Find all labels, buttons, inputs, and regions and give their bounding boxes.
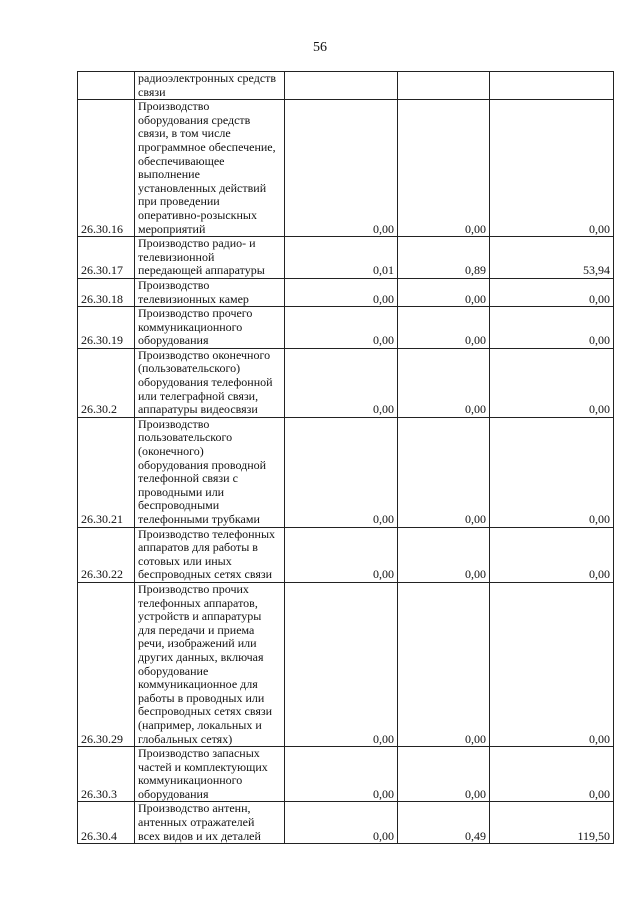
description-line: установленных действий	[138, 180, 267, 195]
description-line: телефонными трубками	[138, 512, 260, 526]
value-cell-3: 0,00	[490, 582, 614, 746]
description-line: программное обеспечение,	[138, 139, 276, 154]
okved-code-cell: 26.30.3	[78, 747, 135, 802]
value-cell-3: 0,00	[490, 527, 614, 582]
description-line: оборудования средств	[138, 112, 251, 127]
value-cell-2: 0,00	[398, 307, 490, 349]
description-line: связи, в том числе	[138, 126, 231, 141]
value-cell-2: 0,00	[398, 582, 490, 746]
description-line: коммуникационное для	[138, 677, 258, 692]
description-line: речи, изображений или	[138, 636, 257, 651]
description-line: Производство запасных	[138, 746, 260, 761]
value-cell-3: 0,00	[490, 100, 614, 237]
activity-description-cell	[135, 747, 285, 802]
description-line: телефонных аппаратов,	[138, 595, 258, 610]
value-cell-2: 0,00	[398, 527, 490, 582]
description-line: телефонной связи с	[138, 471, 238, 486]
activity-description-cell	[135, 100, 285, 237]
activity-description-cell	[135, 417, 285, 527]
table-row	[78, 100, 614, 237]
value-cell-3: 0,00	[490, 278, 614, 306]
description-line: оборудования	[138, 786, 209, 801]
description-line: Производство	[138, 416, 210, 431]
value-cell-1: 0,00	[285, 100, 398, 237]
table-row	[78, 582, 614, 746]
description-line: Производство	[138, 99, 210, 114]
activity-description-cell	[135, 527, 285, 582]
description-line: (пользовательского)	[138, 361, 241, 376]
description-line: пользовательского	[138, 430, 233, 445]
description-line: глобальных сетях)	[138, 731, 233, 746]
okved-code-cell: 26.30.2	[78, 348, 135, 417]
description-line: коммуникационного	[138, 319, 243, 334]
value-cell-3: 0,00	[490, 307, 614, 349]
value-cell-3: 53,94	[490, 237, 614, 279]
okved-code-cell: 26.30.4	[78, 802, 135, 844]
description-line: антенных отражателей	[138, 815, 255, 830]
description-line: оборудование	[138, 663, 209, 678]
description-line: телевизионной	[138, 249, 215, 264]
value-cell-3: 0,00	[490, 417, 614, 527]
description-line: беспроводных сетях связи	[138, 567, 273, 582]
description-line: (например, локальных и	[138, 717, 262, 732]
description-line: Производство антенн,	[138, 801, 251, 816]
value-cell-2	[398, 72, 490, 100]
activity-description-cell	[135, 278, 285, 306]
table-row	[78, 802, 614, 844]
activity-description-cell	[135, 802, 285, 844]
description-line: Производство оконечного	[138, 347, 271, 362]
description-line: Производство телефонных	[138, 526, 276, 541]
description-line: аппаратуры видеосвязи	[138, 402, 258, 417]
table-body	[78, 72, 614, 844]
value-cell-2: 0,89	[398, 237, 490, 279]
description-line: всех видов и их деталей	[138, 828, 261, 843]
value-cell-2: 0,00	[398, 747, 490, 802]
activity-description-cell	[135, 72, 285, 100]
description-line: беспроводными	[138, 498, 220, 513]
description-line: оборудования проводной	[138, 457, 267, 472]
activity-description-cell	[135, 348, 285, 417]
description-line: оборудования	[138, 333, 209, 348]
description-line: сотовых или иных	[138, 553, 232, 568]
value-cell-3	[490, 72, 614, 100]
activity-description-cell	[135, 582, 285, 746]
description-line: устройств и аппаратуры	[138, 609, 262, 624]
description-line: коммуникационного	[138, 773, 243, 788]
description-line: оборудования телефонной	[138, 375, 273, 390]
value-cell-1: 0,00	[285, 307, 398, 349]
value-cell-3: 0,00	[490, 348, 614, 417]
description-line: Производство радио- и	[138, 236, 256, 251]
okved-code-cell: 26.30.22	[78, 527, 135, 582]
value-cell-1: 0,00	[285, 348, 398, 417]
description-line: передающей аппаратуры	[138, 263, 265, 278]
description-line: обеспечивающее	[138, 153, 225, 168]
description-line: выполнение	[138, 167, 200, 182]
statistics-table	[77, 71, 614, 844]
table-row	[78, 527, 614, 582]
description-line: проводными или	[138, 484, 225, 499]
description-line: (оконечного)	[138, 444, 204, 459]
page-number: 56	[313, 40, 327, 55]
table-row	[78, 747, 614, 802]
description-line: аппаратов для работы в	[138, 540, 258, 555]
value-cell-1: 0,01	[285, 237, 398, 279]
description-line: мероприятий	[138, 221, 206, 236]
table-row	[78, 72, 614, 100]
okved-code-cell: 26.30.18	[78, 278, 135, 306]
description-line: работы в проводных или	[138, 690, 265, 705]
okved-code-cell: 26.30.29	[78, 582, 135, 746]
okved-code-cell: 26.30.17	[78, 237, 135, 279]
value-cell-1: 0,00	[285, 417, 398, 527]
table-row	[78, 417, 614, 527]
okved-code-cell: 26.30.19	[78, 307, 135, 349]
table-row	[78, 237, 614, 279]
okved-code-cell: 26.30.21	[78, 417, 135, 527]
description-line: при проведении	[138, 194, 220, 209]
value-cell-1: 0,00	[285, 278, 398, 306]
description-line: радиоэлектронных средств	[138, 71, 277, 85]
description-line: или телеграфной связи,	[138, 388, 259, 403]
value-cell-1: 0,00	[285, 747, 398, 802]
table-row	[78, 278, 614, 306]
description-line: оперативно-розыскных	[138, 207, 257, 222]
description-line: связи	[138, 84, 166, 99]
description-line: беспроводных сетях связи	[138, 704, 273, 719]
description-line: Производство прочего	[138, 306, 253, 321]
value-cell-2: 0,00	[398, 100, 490, 237]
value-cell-3: 0,00	[490, 747, 614, 802]
value-cell-2: 0,00	[398, 278, 490, 306]
description-line: частей и комплектующих	[138, 759, 268, 774]
description-line: для передачи и приема	[138, 622, 255, 637]
value-cell-2: 0,49	[398, 802, 490, 844]
value-cell-1: 0,00	[285, 802, 398, 844]
value-cell-2: 0,00	[398, 417, 490, 527]
description-line: Производство	[138, 277, 210, 292]
value-cell-1: 0,00	[285, 582, 398, 746]
description-line: Производство прочих	[138, 581, 249, 596]
okved-code-cell: 26.30.16	[78, 100, 135, 237]
description-line: телевизионных камер	[138, 291, 249, 306]
activity-description-cell	[135, 237, 285, 279]
table-row	[78, 307, 614, 349]
value-cell-2: 0,00	[398, 348, 490, 417]
value-cell-1: 0,00	[285, 527, 398, 582]
value-cell-1	[285, 72, 398, 100]
okved-code-cell	[78, 72, 135, 100]
description-line: других данных, включая	[138, 649, 264, 664]
table-row	[78, 348, 614, 417]
value-cell-3: 119,50	[490, 802, 614, 844]
activity-description-cell	[135, 307, 285, 349]
